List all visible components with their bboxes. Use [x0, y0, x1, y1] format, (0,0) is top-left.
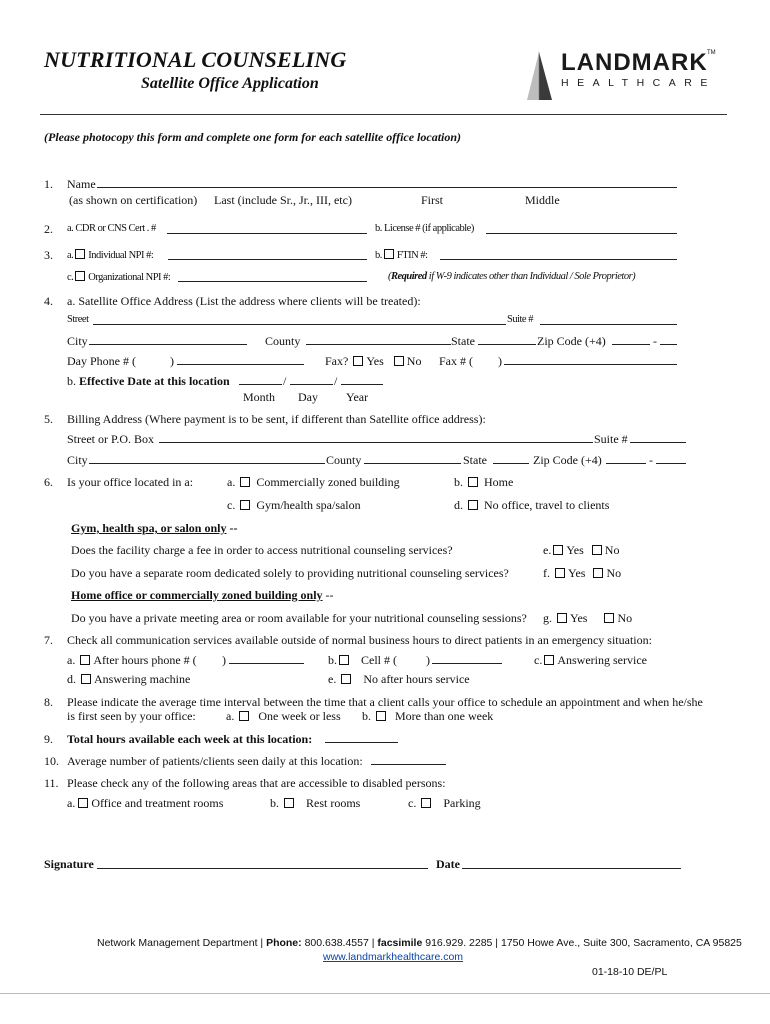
office-street-field[interactable]: [93, 324, 506, 325]
signature-label: Signature: [44, 857, 94, 871]
no-after-hours-label: No after hours service: [363, 672, 470, 686]
fax-yes-label: Yes: [366, 354, 384, 368]
org-npi-field[interactable]: [178, 281, 367, 282]
parking-label: Parking: [443, 796, 481, 810]
header-rule: [40, 114, 727, 115]
billing-state-field[interactable]: [493, 463, 529, 464]
office-suite-field[interactable]: [540, 324, 677, 325]
fax-number-label: Fax # (: [439, 354, 473, 368]
month-label: Month: [243, 390, 276, 404]
commercial-checkbox[interactable]: [240, 477, 250, 487]
office-street-label: Street: [67, 314, 89, 325]
commercial-label: Commercially zoned building: [256, 475, 400, 489]
after-hours-phone-option: [67, 653, 197, 667]
effective-month-field[interactable]: [239, 384, 282, 385]
day-phone-paren: ): [170, 354, 174, 368]
cdr-cert-label: a. CDR or CNS Cert . #: [67, 223, 156, 234]
q6c-prefix: c.: [227, 498, 236, 512]
office-zip-field[interactable]: [612, 344, 650, 345]
date-slash-1: /: [283, 374, 287, 388]
q11-number: 11.: [44, 776, 59, 790]
q9-label: Total hours available each week at this location:: [67, 732, 313, 746]
cell-option: [328, 653, 397, 667]
billing-zip4-field[interactable]: [656, 463, 686, 464]
gym-checkbox[interactable]: [240, 500, 250, 510]
billing-city-field[interactable]: [89, 463, 325, 464]
effective-day-field[interactable]: [290, 384, 333, 385]
billing-county-label: County: [326, 453, 362, 467]
room-no-checkbox[interactable]: [593, 568, 603, 578]
gym-label: Gym/health spa/salon: [256, 498, 361, 512]
form-subtitle: Satellite Office Application: [141, 75, 319, 92]
date-slash-2: /: [334, 374, 338, 388]
q1-name-label: Name: [67, 177, 96, 191]
logo-trademark: TM: [707, 50, 716, 56]
office-suite-label: Suite #: [507, 314, 533, 325]
billing-zip-field[interactable]: [606, 463, 646, 464]
q7e-prefix: e.: [328, 672, 337, 686]
fax-number-paren: ): [498, 354, 502, 368]
ftin-label: FTIN #:: [396, 250, 428, 261]
fee-no-checkbox[interactable]: [592, 545, 602, 555]
home-heading: [71, 588, 334, 602]
q10-number: 10.: [44, 754, 59, 768]
q8a-prefix: a.: [226, 709, 235, 723]
office-city-label: City: [67, 334, 88, 348]
q7d-prefix: d.: [67, 672, 76, 686]
office-home-option: [454, 475, 513, 489]
individual-npi-label: Individual NPI #:: [88, 250, 154, 261]
answering-service-checkbox[interactable]: [544, 655, 554, 665]
q3-number: 3.: [44, 248, 53, 262]
office-gym-option: [227, 498, 361, 512]
home-checkbox[interactable]: [468, 477, 478, 487]
q2-number: 2.: [44, 222, 53, 236]
ftin-checkbox[interactable]: [384, 249, 394, 259]
billing-street-field[interactable]: [159, 442, 593, 443]
answering-machine-label: Answering machine: [94, 672, 191, 686]
q8-number: 8.: [44, 695, 53, 709]
q6-number: 6.: [44, 475, 53, 489]
fax-no-checkbox[interactable]: [394, 356, 404, 366]
private-no-checkbox[interactable]: [604, 613, 614, 623]
required-open-paren: (: [388, 271, 391, 282]
billing-state-label: State: [463, 453, 487, 467]
answering-machine-option: [67, 672, 190, 686]
no-after-hours-option: [328, 672, 470, 686]
more-week-option: [362, 709, 493, 723]
org-npi-checkbox[interactable]: [75, 271, 85, 281]
treatment-rooms-checkbox[interactable]: [78, 798, 88, 808]
rest-rooms-checkbox[interactable]: [284, 798, 294, 808]
q1-name-sub: (as shown on certification): [69, 193, 198, 207]
home-heading-text: Home office or commercially zoned building only: [71, 588, 323, 602]
total-hours-field[interactable]: [325, 742, 398, 743]
room-question: Do you have a separate room dedicated solely to providing nutritional counseling services?: [71, 566, 509, 580]
q3a-prefix: a.: [67, 250, 74, 261]
answering-service-option: [534, 653, 647, 667]
q6f-prefix: f.: [543, 566, 550, 580]
logo-tagline: HEALTHCARE: [561, 77, 716, 89]
q5-number: 5.: [44, 412, 53, 426]
q6-label: Is your office located in a:: [67, 475, 194, 489]
q6b-prefix: b.: [454, 475, 463, 489]
individual-npi-row: [67, 249, 153, 261]
billing-suite-label: Suite #: [594, 432, 628, 446]
fee-yes-checkbox[interactable]: [553, 545, 563, 555]
individual-npi-field[interactable]: [168, 259, 367, 260]
office-city-field[interactable]: [89, 344, 247, 345]
fax-no-label: No: [406, 354, 422, 368]
effective-date-label: [67, 374, 230, 388]
q11b-prefix: b.: [270, 796, 279, 810]
room-no-label: No: [606, 566, 622, 580]
fee-yes-label: Yes: [566, 543, 584, 557]
footer-phone-label: Phone:: [266, 937, 302, 949]
footer-fax-address: 916.929. 2285 | 1750 Howe Ave., Suite 300, Sacramento, CA 95825: [422, 937, 742, 949]
footer-website-link[interactable]: www.landmarkhealthcare.com: [323, 951, 464, 963]
home-label: Home: [484, 475, 514, 489]
q7a-prefix: a.: [67, 653, 76, 667]
home-heading-dash: --: [322, 588, 334, 602]
individual-npi-checkbox[interactable]: [75, 249, 85, 259]
required-note: [388, 271, 635, 282]
q10-label: Average number of patients/clients seen daily at this location:: [67, 754, 363, 768]
no-office-label: No office, travel to clients: [484, 498, 610, 512]
private-no-label: No: [617, 611, 633, 625]
effective-date-prefix: b.: [67, 374, 79, 388]
q5-label: Billing Address (Where payment is to be sent, if different than Satellite office address):: [67, 412, 486, 426]
q3b-prefix: b.: [375, 250, 382, 261]
day-phone-label: Day Phone # (: [67, 354, 136, 368]
required-word: Required: [391, 271, 427, 282]
office-zip4-field[interactable]: [660, 344, 677, 345]
after-hours-paren: ): [222, 653, 226, 667]
patients-daily-field[interactable]: [371, 764, 446, 765]
q4-label: a. Satellite Office Address (List the address where clients will be treated):: [67, 294, 421, 308]
footer-form-code: 01-18-10 DE/PL: [592, 966, 668, 978]
answering-service-label: Answering service: [557, 653, 647, 667]
cell-field[interactable]: [432, 663, 502, 664]
no-after-hours-checkbox[interactable]: [341, 674, 351, 684]
room-answers: [543, 566, 621, 580]
answering-machine-checkbox[interactable]: [81, 674, 91, 684]
treatment-rooms-label: Office and treatment rooms: [91, 796, 224, 810]
gym-heading: [71, 521, 237, 535]
billing-county-field[interactable]: [364, 463, 461, 464]
parking-option: [408, 796, 481, 810]
q1-middle-label: Middle: [525, 193, 560, 207]
after-hours-phone-field[interactable]: [229, 663, 304, 664]
gym-heading-dash: --: [226, 521, 238, 535]
billing-suite-field[interactable]: [630, 442, 686, 443]
fee-answers: [543, 543, 619, 557]
fee-no-label: No: [604, 543, 620, 557]
footer-contact: [97, 937, 742, 949]
one-week-checkbox[interactable]: [239, 711, 249, 721]
office-zip-dash: -: [653, 334, 657, 348]
effective-date-text: Effective Date at this location: [79, 374, 230, 388]
billing-zip-label: Zip Code (+4): [533, 453, 602, 467]
rest-rooms-label: Rest rooms: [306, 796, 361, 810]
q8-line1: Please indicate the average time interval between the time that a client calls your office to schedule an appointment and when he/she: [67, 695, 703, 709]
parking-checkbox[interactable]: [421, 798, 431, 808]
more-week-label: More than one week: [395, 709, 494, 723]
q7-number: 7.: [44, 633, 53, 647]
cell-paren: ): [426, 653, 430, 667]
fax-yes-checkbox[interactable]: [353, 356, 363, 366]
name-field[interactable]: [97, 187, 677, 188]
footer-dept: Network Management Department |: [97, 937, 267, 949]
q3c-prefix: c.: [67, 272, 74, 283]
q6e-prefix: e.: [543, 543, 552, 557]
org-npi-row: [67, 271, 170, 283]
office-state-label: State: [451, 334, 475, 348]
one-week-label: One week or less: [258, 709, 341, 723]
office-state-field[interactable]: [478, 344, 536, 345]
date-field[interactable]: [462, 868, 681, 869]
q6d-prefix: d.: [454, 498, 463, 512]
private-yes-checkbox[interactable]: [557, 613, 567, 623]
fax-question-label: Fax?: [325, 354, 349, 368]
after-hours-phone-checkbox[interactable]: [80, 655, 90, 665]
license-field[interactable]: [486, 233, 677, 234]
ftin-field[interactable]: [440, 259, 677, 260]
q1-number: 1.: [44, 177, 53, 191]
page-bottom-rule: [0, 993, 770, 994]
fee-question: Does the facility charge a fee in order to access nutritional counseling services?: [71, 543, 453, 557]
q9-number: 9.: [44, 732, 53, 746]
office-none-option: [454, 498, 609, 512]
q7b-prefix: b.: [328, 653, 337, 667]
logo-wordmark: LANDMARK: [561, 49, 708, 76]
no-office-checkbox[interactable]: [468, 500, 478, 510]
instructions-note: (Please photocopy this form and complete one form for each satellite office location): [44, 130, 462, 144]
billing-zip-dash: -: [649, 453, 653, 467]
q4-number: 4.: [44, 294, 53, 308]
q6g-prefix: g.: [543, 611, 552, 625]
license-label: b. License # (if applicable): [375, 223, 474, 234]
office-commercial-option: [227, 475, 400, 489]
cdr-cert-field[interactable]: [167, 233, 367, 234]
after-hours-phone-label: After hours phone # (: [93, 653, 197, 667]
footer-phone: 800.638.4557 |: [301, 937, 378, 949]
q1-first-label: First: [421, 193, 444, 207]
q11-label: Please check any of the following areas that are accessible to disabled persons:: [67, 776, 446, 790]
billing-street-label: Street or P.O. Box: [67, 432, 154, 446]
q11a-prefix: a.: [67, 796, 76, 810]
office-zip-label: Zip Code (+4): [537, 334, 606, 348]
footer-fax-label: facsimile: [377, 937, 423, 949]
more-week-checkbox[interactable]: [376, 711, 386, 721]
fax-question: [325, 354, 421, 368]
day-label: Day: [298, 390, 318, 404]
gym-heading-text: Gym, health spa, or salon only: [71, 521, 227, 535]
billing-city-label: City: [67, 453, 88, 467]
effective-year-field[interactable]: [341, 384, 383, 385]
q6a-prefix: a.: [227, 475, 236, 489]
required-note-text: if W-9 indicates other than Individual / Sole Proprietor): [426, 271, 636, 282]
room-yes-checkbox[interactable]: [555, 568, 565, 578]
day-phone-field[interactable]: [177, 364, 304, 365]
fax-number-field[interactable]: [504, 364, 677, 365]
rest-rooms-option: [270, 796, 360, 810]
cell-label: Cell # (: [361, 653, 397, 667]
date-label: Date: [436, 857, 460, 871]
office-county-label: County: [265, 334, 301, 348]
q11c-prefix: c.: [408, 796, 417, 810]
private-yes-label: Yes: [570, 611, 588, 625]
signature-field[interactable]: [97, 868, 428, 869]
q1-last-label: Last (include Sr., Jr., III, etc): [214, 193, 352, 207]
q8b-prefix: b.: [362, 709, 371, 723]
cell-checkbox[interactable]: [339, 655, 349, 665]
one-week-option: [226, 709, 341, 723]
room-yes-label: Yes: [568, 566, 586, 580]
year-label: Year: [346, 390, 369, 404]
form-title: NUTRITIONAL COUNSELING: [44, 47, 347, 72]
q7-label: Check all communication services available outside of normal business hours to direct patients in an emergency situation:: [67, 633, 652, 647]
private-question: Do you have a private meeting area or room available for your nutritional counseling sessions?: [71, 611, 527, 625]
org-npi-label: Organizational NPI #:: [88, 272, 171, 283]
ftin-row: [375, 249, 428, 261]
q7c-prefix: c.: [534, 653, 543, 667]
private-answers: [543, 611, 632, 625]
office-county-field[interactable]: [306, 344, 451, 345]
q8-line2: is first seen by your office:: [67, 709, 196, 723]
treatment-rooms-option: [67, 796, 223, 810]
